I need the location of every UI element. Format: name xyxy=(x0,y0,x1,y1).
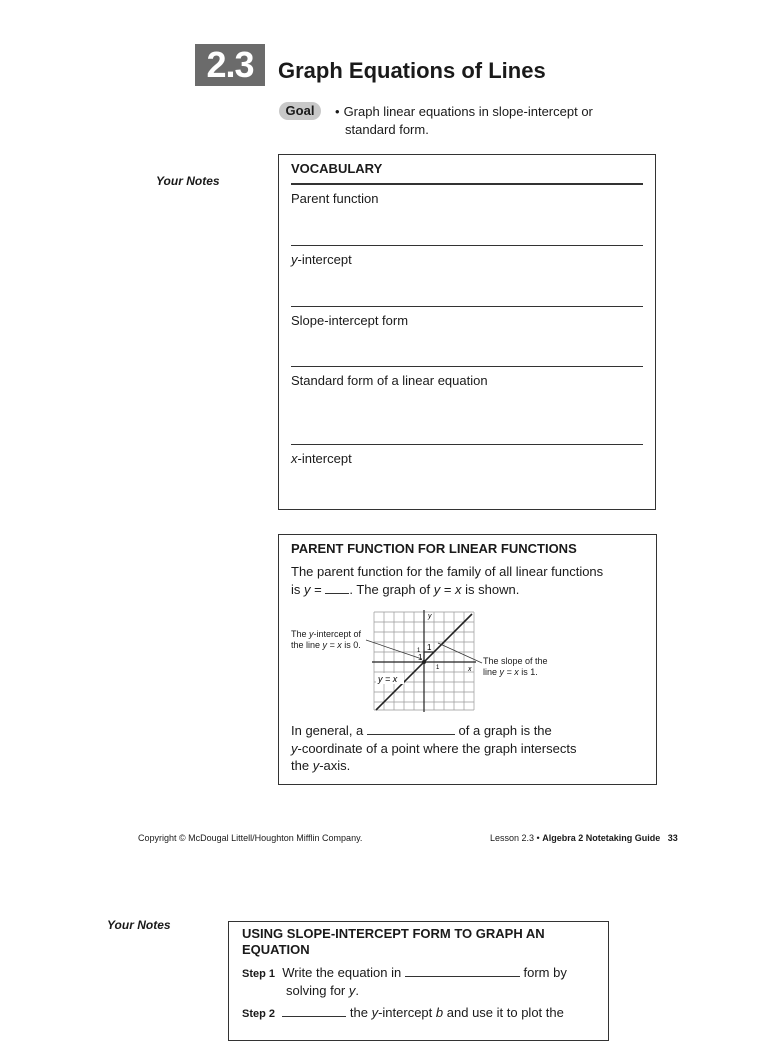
page-title: Graph Equations of Lines xyxy=(278,58,546,83)
parent-function-blank[interactable] xyxy=(325,582,349,594)
your-notes-label: Your Notes xyxy=(156,174,220,188)
vocab-answer-line[interactable] xyxy=(291,444,643,445)
vocab-term-parent-function: Parent function xyxy=(291,191,379,206)
page-footer: Lesson 2.3 • Algebra 2 Notetaking Guide 33 xyxy=(490,833,678,843)
slope-intercept-heading: USING SLOPE-INTERCEPT FORM TO GRAPH AN EQUATION xyxy=(242,926,545,957)
step-2: Step 2 the y-intercept b and use it to plot the xyxy=(242,1005,564,1020)
vocab-term-standard-form: Standard form of a linear equation xyxy=(291,373,488,388)
vocab-answer-line[interactable] xyxy=(291,366,643,367)
parent-function-line-2: is y = . The graph of y = x is shown. xyxy=(291,582,520,597)
your-notes-label: Your Notes xyxy=(107,918,171,932)
general-line-1: In general, a of a graph is the xyxy=(291,723,552,738)
x-axis-label: x xyxy=(468,666,472,673)
step-2-blank[interactable] xyxy=(282,1005,346,1017)
slope-annotation: The slope of the line y = x is 1. xyxy=(483,656,548,677)
rise-label: 1 xyxy=(418,653,423,662)
y-tick-label: 1 xyxy=(417,648,421,654)
vocab-term-y-intercept: y-intercept xyxy=(291,252,352,267)
general-line-3: the y-axis. xyxy=(291,758,351,773)
goal-bullet: • xyxy=(335,104,340,119)
goal-line-2: standard form. xyxy=(345,122,429,137)
vocab-answer-line[interactable] xyxy=(291,306,643,307)
y-axis-label: y xyxy=(428,613,432,620)
goal-line-1: Graph linear equations in slope-intercept or xyxy=(343,104,593,119)
step-1: Step 1 Write the equation in form by xyxy=(242,965,567,980)
y-intercept-annotation: The y-intercept of the line y = x is 0. xyxy=(291,629,362,650)
vocab-answer-line[interactable] xyxy=(291,245,643,246)
goal-text xyxy=(335,103,635,139)
copyright-text: Copyright © McDougal Littell/Houghton Mifflin Company. xyxy=(138,833,363,843)
equation-label: y = x xyxy=(378,674,398,684)
general-line-2: y-coordinate of a point where the graph intersects xyxy=(291,741,577,756)
general-blank[interactable] xyxy=(367,723,455,735)
vocabulary-heading-rule xyxy=(291,183,643,185)
parent-function-heading: PARENT FUNCTION FOR LINEAR FUNCTIONS xyxy=(291,541,577,556)
vocab-term-x-intercept: x-intercept xyxy=(291,451,352,466)
step-1-blank[interactable] xyxy=(405,965,520,977)
run-label: 1 xyxy=(427,643,432,652)
goal-label: Goal xyxy=(279,102,321,120)
x-tick-label: 1 xyxy=(436,665,440,671)
annotation-leader-lines xyxy=(360,630,500,670)
parent-function-line-1: The parent function for the family of all linear functions xyxy=(291,564,604,579)
step-1-line-2: solving for y. xyxy=(286,983,359,998)
lesson-number-badge: 2.3 xyxy=(195,44,265,86)
vocab-term-slope-intercept-form: Slope-intercept form xyxy=(291,313,409,328)
vocabulary-heading: VOCABULARY xyxy=(291,161,383,176)
